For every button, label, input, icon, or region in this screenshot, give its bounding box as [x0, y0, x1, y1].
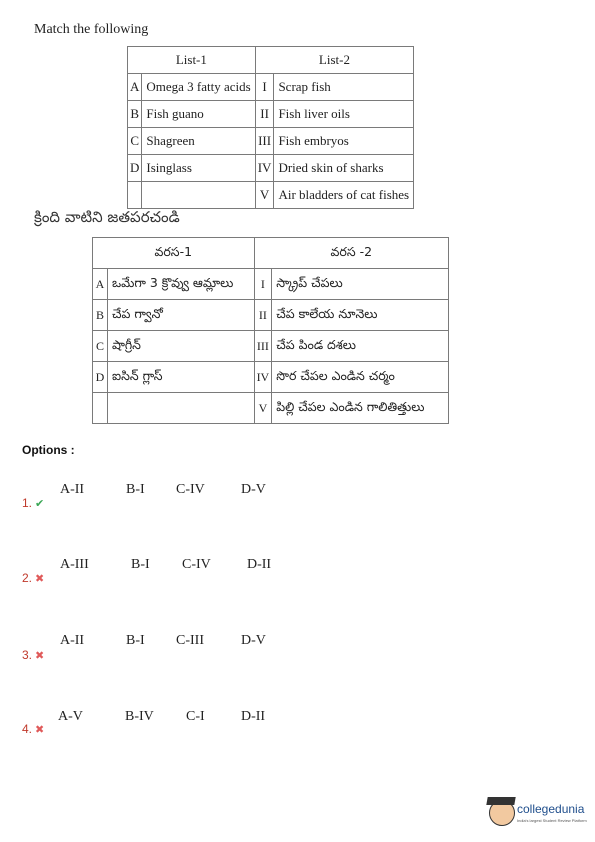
list2-key: III	[254, 331, 272, 362]
list1-item: ఐసిన్ గ్లాస్	[108, 362, 255, 393]
list2-item: Dried skin of sharks	[274, 155, 414, 182]
option-pair: B-IV	[125, 709, 154, 724]
list2-key: IV	[255, 155, 274, 182]
option-number-text: 2.	[22, 571, 33, 585]
list1-header: వరస-1	[93, 238, 255, 269]
option-pair: A-III	[60, 557, 89, 572]
table-row	[93, 269, 449, 300]
list1-key: C	[93, 331, 108, 362]
option-number	[22, 648, 44, 662]
check-icon: ✔	[35, 498, 45, 510]
list2-header: List-2	[255, 47, 413, 74]
list2-item: చేప కాలేయ నూనెలు	[272, 300, 449, 331]
list2-key: III	[255, 128, 274, 155]
option-pair: B-I	[131, 557, 150, 572]
question-title-telugu: క్రింది వాటిని జతపరచండి	[34, 208, 180, 226]
list2-item: సొర చేపల ఎండిన చర్మం	[272, 362, 449, 393]
option-number	[22, 722, 44, 736]
list1-item: Shagreen	[142, 128, 255, 155]
option-pair: C-III	[176, 633, 204, 648]
option-pair: A-II	[60, 633, 85, 648]
table-row	[93, 300, 449, 331]
cross-icon: ✖	[35, 724, 45, 736]
list1-item: చేప గ్వానో	[108, 300, 255, 331]
list2-key: I	[254, 269, 272, 300]
list2-item: Air bladders of cat fishes	[274, 182, 414, 209]
list1-key	[128, 182, 142, 209]
table-row	[93, 331, 449, 362]
list2-item: Fish embryos	[274, 128, 414, 155]
list2-key: I	[255, 74, 274, 101]
table-row	[128, 74, 414, 101]
list1-key: D	[93, 362, 108, 393]
logo-brand-text: collegedunia	[517, 802, 585, 816]
option-pair: B-I	[126, 482, 145, 497]
match-table-english	[127, 46, 414, 209]
cross-icon: ✖	[35, 650, 45, 662]
list2-item: పిల్లి చేపల ఎండిన గాలితిత్తులు	[272, 393, 449, 424]
table-header-row	[128, 47, 414, 74]
option-number	[22, 571, 44, 585]
option-pair: B-I	[126, 633, 145, 648]
option-pair: C-IV	[176, 482, 205, 497]
list1-key: A	[93, 269, 108, 300]
list2-item: స్క్రాప్ చేపలు	[272, 269, 449, 300]
table-row	[93, 393, 449, 424]
option-pair: A-V	[58, 709, 83, 724]
list1-key: B	[128, 101, 142, 128]
table-row	[128, 182, 414, 209]
option-number-text: 4.	[22, 722, 33, 736]
table-header-row	[93, 238, 449, 269]
logo-tagline: India's largest Student Review Platform	[517, 818, 587, 823]
option-number-text: 3.	[22, 648, 33, 662]
list2-key: II	[255, 101, 274, 128]
option-pair: D-V	[241, 633, 266, 648]
list2-key: IV	[254, 362, 272, 393]
option-number	[22, 496, 44, 510]
collegedunia-logo	[489, 800, 589, 830]
list2-key: II	[254, 300, 272, 331]
table-row	[128, 155, 414, 182]
option-pair: D-V	[241, 482, 266, 497]
list2-header: వరస -2	[254, 238, 448, 269]
question-title: Match the following	[34, 22, 149, 37]
list1-item: Omega 3 fatty acids	[142, 74, 255, 101]
list2-item: చేప పిండ దశలు	[272, 331, 449, 362]
option-pair: C-IV	[182, 557, 211, 572]
options-label: Options :	[22, 443, 75, 457]
match-table-telugu	[92, 237, 449, 424]
list1-item	[108, 393, 255, 424]
list2-item: Fish liver oils	[274, 101, 414, 128]
table-row	[128, 128, 414, 155]
option-number-text: 1.	[22, 496, 33, 510]
option-pair: A-II	[60, 482, 85, 497]
option-pair: D-II	[241, 709, 266, 724]
list1-key: C	[128, 128, 142, 155]
list1-key: B	[93, 300, 108, 331]
list1-item: Fish guano	[142, 101, 255, 128]
graduation-cap-icon	[486, 797, 515, 805]
list1-key: D	[128, 155, 142, 182]
list1-item: ఒమేగా 3 క్రొవ్వు ఆమ్లాలు	[108, 269, 255, 300]
list1-item: Isinglass	[142, 155, 255, 182]
list1-header: List-1	[128, 47, 256, 74]
list1-item	[142, 182, 255, 209]
list2-item: Scrap fish	[274, 74, 414, 101]
list1-key	[93, 393, 108, 424]
table-row	[128, 101, 414, 128]
list1-item: షాగ్రీన్	[108, 331, 255, 362]
table-row	[93, 362, 449, 393]
option-pair: D-II	[247, 557, 272, 572]
list2-key: V	[254, 393, 272, 424]
cross-icon: ✖	[35, 573, 45, 585]
option-pair: C-I	[186, 709, 205, 724]
list1-key: A	[128, 74, 142, 101]
list2-key: V	[255, 182, 274, 209]
